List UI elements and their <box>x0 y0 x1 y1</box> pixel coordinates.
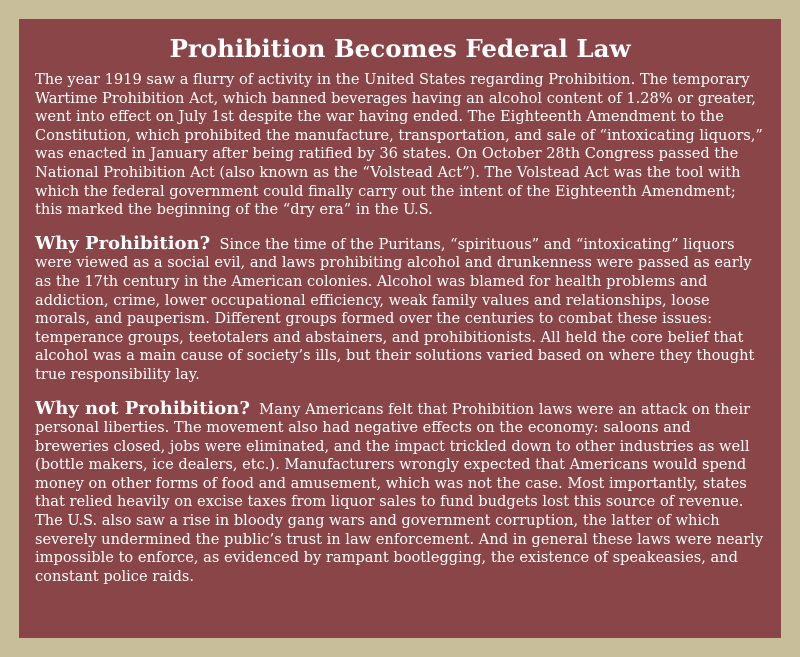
why-not-prohibition-body: Many Americans felt that Prohibition laws were an attack on their personal liberties. The movement also had negative effects on the economy: saloons and breweries closed, jobs were eliminated, and the impact trickled down to other industries as well (bottle makers, ice dealers, etc.). Manufacturers wrongly expected that Americans would spend money on other forms of food and amusement, which was not the case. Most importantly, states that relied heavily on excise taxes from liquor sales to fund budgets lost this source of revenue. The U.S. also saw a rise in bloody gang wars and government corruption, the latter of which severely undermined the public’s trust in law enforcement. And in general these laws were nearly impossible to enforce, as evidenced by rampant bootlegging, the existence of speakeasies, and constant police raids. <box>35 400 764 585</box>
intro-paragraph: The year 1919 saw a flurry of activity in the United States regarding Prohibition. The temporary Wartime Prohibition Act, which banned beverages having an alcohol content of 1.28% or greater, went into effect on July 1st despite the war having ended. The Eighteenth Amendment to the Constitution, which prohibited the manufacture, transportation, and sale of “intoxicating liquors,” was enacted in January after being ratified by 36 states. On October 28th Congress passed the National Prohibition Act (also known as the “Volstead Act”). The Volstead Act was the tool with which the federal government could finally carry out the intent of the Eighteenth Amendment; this marked the beginning of the “dry era” in the U.S. <box>35 71 763 219</box>
why-not-prohibition-section <box>35 397 765 587</box>
why-prohibition-body: Since the time of the Puritans, “spirituous” and “intoxicating” liquors were viewed as a social evil, and laws prohibiting alcohol and drunkenness were passed as early as the 17th century in the American colonies. Alcohol was blamed for health problems and addiction, crime, lower occupational efficiency, weak family values and relationships, loose morals, and pauperism. Different groups formed over the centuries to combat these issues: temperance groups, teetotalers and abstainers, and prohibitionists. All held the core belief that alcohol was a main cause of society’s ills, but their solutions varied based on where they thought true responsibility lay. <box>35 235 755 383</box>
why-not-prohibition-heading: Why not Prohibition? <box>35 397 250 419</box>
page-title: Prohibition Becomes Federal Law <box>169 34 631 63</box>
why-prohibition-section <box>35 232 765 385</box>
content-panel <box>19 19 781 638</box>
why-prohibition-heading: Why Prohibition? <box>35 232 211 254</box>
